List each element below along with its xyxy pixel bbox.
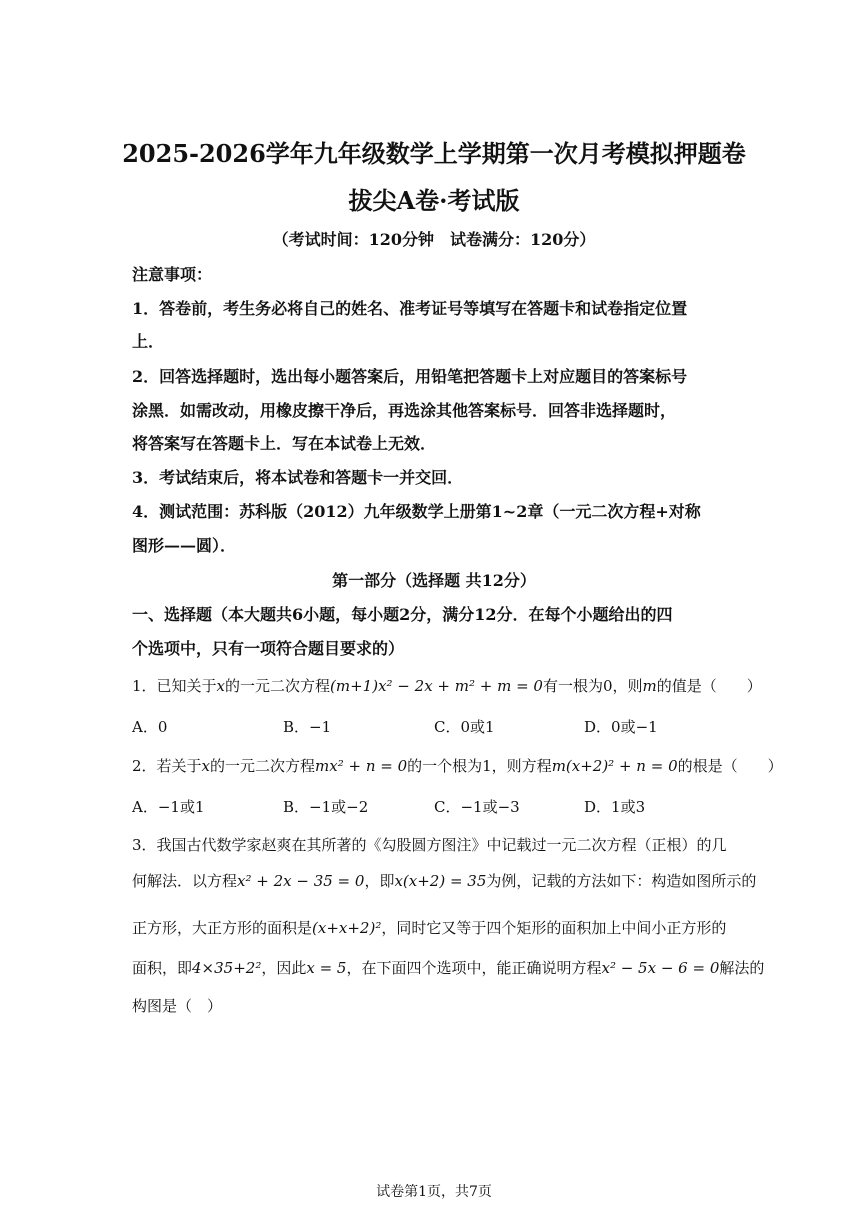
- question-1: [132, 675, 762, 696]
- q2-option-d: D．1或3: [584, 798, 646, 816]
- q3-equation: (x+x+2)²: [312, 919, 382, 937]
- q1-text: 的一元二次方程: [225, 677, 331, 695]
- q1-equation: (m+1)x² − 2x + m² + m = 0: [330, 677, 543, 695]
- question-2: [132, 755, 783, 776]
- q3-text: ，同时它又等于四个矩形的面积加上中间小正方形的: [381, 919, 727, 937]
- q2-option-b: B．−1或−2: [283, 798, 369, 816]
- note-line: 涂黑．如需改动，用橡皮擦干净后，再选涂其他答案标号．回答非选择题时，: [132, 401, 677, 420]
- q2-text: 的一元二次方程: [210, 757, 316, 775]
- question-3-line: 3．我国古代数学家赵爽在其所著的《勾股圆方图注》中记载过一元二次方程（正根）的几: [132, 836, 727, 854]
- notes-heading: 注意事项：: [132, 265, 213, 284]
- q3-equation: x² − 5x − 6 = 0: [601, 959, 720, 977]
- q2-equation-2: m(x+2)² + n = 0: [551, 757, 678, 775]
- q2-var-x: x: [201, 757, 211, 775]
- q1-text: ，则: [612, 677, 643, 695]
- question-3-line: 构图是（ ）: [132, 997, 223, 1015]
- section-heading-cont: 个选项中，只有一项符合题目要求的）: [132, 639, 405, 658]
- q3-text: ，即: [364, 872, 395, 890]
- q2-option-a: A．−1或1: [132, 798, 205, 816]
- q1-option-d: D．0或−1: [584, 718, 658, 736]
- q3-text: ，因此: [261, 959, 307, 977]
- q1-var-m: m: [642, 677, 657, 695]
- q3-text: 何解法．以方程: [132, 872, 238, 890]
- note-line: 2．回答选择题时，选出每小题答案后，用铅笔把答题卡上对应题目的答案标号: [132, 367, 688, 386]
- q1-zero: 0: [602, 677, 613, 695]
- q1-var-x: x: [216, 677, 226, 695]
- exam-info: （考试时间：120分钟 试卷满分：120分）: [272, 230, 596, 249]
- note-line: 图形——圆）．: [132, 536, 237, 555]
- exam-title: 2025-2026学年九年级数学上学期第一次月考模拟押题卷: [122, 139, 746, 168]
- exam-subtitle: 拔尖A卷·考试版: [348, 186, 520, 215]
- q2-equation-1: mx² + n = 0: [315, 757, 408, 775]
- question-3-line: [132, 870, 756, 891]
- note-line: 4．测试范围：苏科版（2012）九年级数学上册第1~2章（一元二次方程+对称: [132, 502, 701, 521]
- q2-text: 的根是（ ）: [677, 757, 783, 775]
- q3-text: 面积，即: [132, 959, 193, 977]
- q3-text: ，在下面四个选项中，能正确说明方程: [346, 959, 602, 977]
- section-heading: 一、选择题（本大题共6小题，每小题2分，满分12分．在每个小题给出的四: [132, 605, 673, 624]
- q2-text: 的一个根为1，则方程: [407, 757, 552, 775]
- q1-text: 1．已知关于: [132, 677, 217, 695]
- q3-text: 为例，记载的方法如下：构造如图所示的: [486, 872, 757, 890]
- q3-text: 正方形，大正方形的面积是: [132, 919, 313, 937]
- note-line: 上．: [132, 332, 165, 351]
- q3-equation: x(x+2) = 35: [394, 872, 487, 890]
- note-line: 将答案写在答题卡上．写在本试卷上无效．: [132, 434, 437, 453]
- note-line: 3．考试结束后，将本试卷和答题卡一并交回．: [132, 468, 464, 487]
- question-3-line: [132, 957, 764, 978]
- q3-equation: x = 5: [306, 959, 347, 977]
- q3-equation: 4×35+2²: [192, 959, 262, 977]
- note-line: 1．答卷前，考生务必将自己的姓名、准考证号等填写在答题卡和试卷指定位置: [132, 299, 688, 318]
- q1-text: 有一根为: [542, 677, 603, 695]
- question-3-line: [132, 917, 726, 938]
- part-heading: 第一部分（选择题 共12分）: [332, 571, 536, 590]
- q3-equation: x² + 2x − 35 = 0: [237, 872, 365, 890]
- q1-text: 的值是（ ）: [656, 677, 762, 695]
- page-footer: 试卷第1页，共7页: [376, 1184, 492, 1200]
- q2-option-c: C．−1或−3: [434, 798, 520, 816]
- q1-option-a: A．0: [132, 718, 168, 736]
- q1-option-b: B．−1: [283, 718, 332, 736]
- q1-option-c: C．0或1: [434, 718, 495, 736]
- q3-text: 解法的: [719, 959, 765, 977]
- q2-text: 2．若关于: [132, 757, 202, 775]
